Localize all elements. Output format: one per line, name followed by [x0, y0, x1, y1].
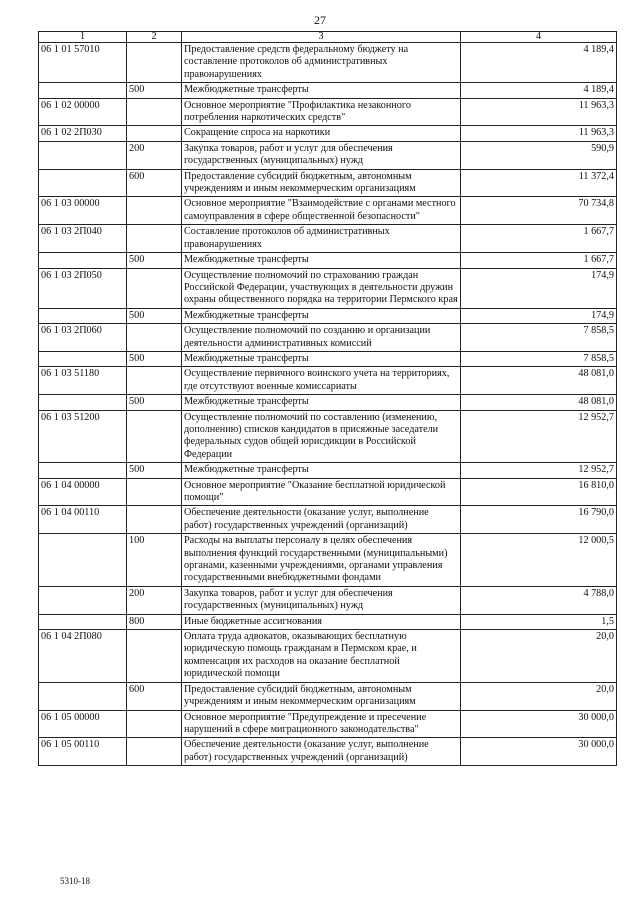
description-cell: Осуществление полномочий по составлению (изменению, дополнению) списков кандидатов в присяжные заседатели федеральных судов общей юрисдикции в Российской Федерации: [182, 410, 461, 463]
budget-table: [38, 31, 617, 766]
expense-type-cell: 100: [127, 534, 182, 587]
expense-type-cell: 500: [127, 463, 182, 478]
code-cell: [39, 534, 127, 587]
description-cell: Осуществление первичного воинского учета на территориях, где отсутствуют военные комиссариаты: [182, 367, 461, 395]
amount-cell: 4 189,4: [461, 43, 617, 83]
amount-cell: 7 858,5: [461, 351, 617, 366]
document-code: 5310-18: [60, 876, 90, 886]
code-cell: 06 1 03 00000: [39, 197, 127, 225]
expense-type-cell: [127, 225, 182, 253]
page-number: 27: [314, 13, 326, 27]
table-row: [39, 682, 617, 710]
table-row: [39, 253, 617, 268]
code-cell: 06 1 04 00000: [39, 478, 127, 506]
table-row: [39, 710, 617, 738]
table-row: [39, 98, 617, 126]
description-cell: Основное мероприятие "Профилактика незаконного потребления наркотических средств": [182, 98, 461, 126]
expense-type-cell: 200: [127, 586, 182, 614]
description-cell: Предоставление средств федеральному бюджету на составление протоколов об административных правонарушениях: [182, 43, 461, 83]
table-row: [39, 169, 617, 197]
code-cell: 06 1 04 00110: [39, 506, 127, 534]
code-cell: [39, 614, 127, 629]
description-cell: Предоставление субсидий бюджетным, автономным учреждениям и иным некоммерческим организациям: [182, 682, 461, 710]
amount-cell: 1 667,7: [461, 225, 617, 253]
description-cell: Закупка товаров, работ и услуг для обеспечения государственных (муниципальных) нужд: [182, 586, 461, 614]
amount-cell: 12 000,5: [461, 534, 617, 587]
code-cell: [39, 351, 127, 366]
amount-cell: 1 667,7: [461, 253, 617, 268]
amount-cell: 30 000,0: [461, 738, 617, 766]
column-header-3: 3: [182, 32, 461, 43]
description-cell: Расходы на выплаты персоналу в целях обеспечения выполнения функций государственными (муниципальными) органами, казенными учреждениями, органами управления государственными внебюджетными фондами: [182, 534, 461, 587]
code-cell: [39, 395, 127, 410]
table-row: [39, 395, 617, 410]
description-cell: Межбюджетные трансферты: [182, 308, 461, 323]
description-cell: Межбюджетные трансферты: [182, 253, 461, 268]
code-cell: 06 1 03 2П040: [39, 225, 127, 253]
code-cell: 06 1 03 51200: [39, 410, 127, 463]
expense-type-cell: [127, 268, 182, 308]
table-row: [39, 534, 617, 587]
table-row: [39, 463, 617, 478]
description-cell: Предоставление субсидий бюджетным, автономным учреждениям и иным некоммерческим организациям: [182, 169, 461, 197]
table-row: [39, 268, 617, 308]
table-row: [39, 126, 617, 141]
amount-cell: 11 372,4: [461, 169, 617, 197]
expense-type-cell: [127, 710, 182, 738]
amount-cell: 16 790,0: [461, 506, 617, 534]
amount-cell: 4 788,0: [461, 586, 617, 614]
description-cell: Оплата труда адвокатов, оказывающих бесплатную юридическую помощь гражданам в Пермском крае, и компенсация их расходов на оказание бесплатной юридической помощи: [182, 630, 461, 683]
amount-cell: 11 963,3: [461, 98, 617, 126]
code-cell: [39, 169, 127, 197]
amount-cell: 12 952,7: [461, 463, 617, 478]
expense-type-cell: [127, 506, 182, 534]
amount-cell: 30 000,0: [461, 710, 617, 738]
description-cell: Межбюджетные трансферты: [182, 351, 461, 366]
table-row: [39, 43, 617, 83]
table-row: [39, 351, 617, 366]
code-cell: 06 1 02 00000: [39, 98, 127, 126]
expense-type-cell: [127, 630, 182, 683]
expense-type-cell: 600: [127, 682, 182, 710]
table-row: [39, 367, 617, 395]
code-cell: 06 1 01 57010: [39, 43, 127, 83]
description-cell: Межбюджетные трансферты: [182, 463, 461, 478]
code-cell: 06 1 05 00000: [39, 710, 127, 738]
code-cell: 06 1 03 51180: [39, 367, 127, 395]
expense-type-cell: [127, 324, 182, 352]
amount-cell: 48 081,0: [461, 395, 617, 410]
table-row: [39, 478, 617, 506]
code-cell: 06 1 04 2П080: [39, 630, 127, 683]
expense-type-cell: [127, 367, 182, 395]
code-cell: [39, 586, 127, 614]
column-header-2: 2: [127, 32, 182, 43]
expense-type-cell: [127, 43, 182, 83]
expense-type-cell: 500: [127, 308, 182, 323]
amount-cell: 11 963,3: [461, 126, 617, 141]
code-cell: 06 1 05 00110: [39, 738, 127, 766]
amount-cell: 174,9: [461, 308, 617, 323]
amount-cell: 48 081,0: [461, 367, 617, 395]
amount-cell: 7 858,5: [461, 324, 617, 352]
amount-cell: 20,0: [461, 682, 617, 710]
amount-cell: 16 810,0: [461, 478, 617, 506]
code-cell: [39, 83, 127, 98]
description-cell: Закупка товаров, работ и услуг для обеспечения государственных (муниципальных) нужд: [182, 141, 461, 169]
amount-cell: 4 189,4: [461, 83, 617, 98]
amount-cell: 20,0: [461, 630, 617, 683]
table-row: [39, 614, 617, 629]
expense-type-cell: [127, 126, 182, 141]
description-cell: Сокращение спроса на наркотики: [182, 126, 461, 141]
table-row: [39, 410, 617, 463]
column-header-1: 1: [39, 32, 127, 43]
table-row: [39, 225, 617, 253]
description-cell: Осуществление полномочий по страхованию граждан Российской Федерации, участвующих в деятельности дружин охраны общественного порядка на территории Пермского края: [182, 268, 461, 308]
table-row: [39, 586, 617, 614]
table-row: [39, 83, 617, 98]
description-cell: Межбюджетные трансферты: [182, 83, 461, 98]
expense-type-cell: [127, 98, 182, 126]
description-cell: Основное мероприятие "Оказание бесплатной юридической помощи": [182, 478, 461, 506]
expense-type-cell: 500: [127, 83, 182, 98]
expense-type-cell: [127, 738, 182, 766]
description-cell: Основное мероприятие "Взаимодействие с органами местного самоуправления в сфере общественной безопасности": [182, 197, 461, 225]
code-cell: [39, 463, 127, 478]
amount-cell: 590,9: [461, 141, 617, 169]
description-cell: Основное мероприятие "Предупреждение и пресечение нарушений в сфере миграционного законодательства": [182, 710, 461, 738]
table-row: [39, 324, 617, 352]
table-body: [39, 43, 617, 766]
expense-type-cell: 500: [127, 351, 182, 366]
code-cell: 06 1 02 2П030: [39, 126, 127, 141]
column-header-4: 4: [461, 32, 617, 43]
amount-cell: 12 952,7: [461, 410, 617, 463]
code-cell: [39, 308, 127, 323]
expense-type-cell: [127, 478, 182, 506]
code-cell: 06 1 03 2П060: [39, 324, 127, 352]
expense-type-cell: 600: [127, 169, 182, 197]
description-cell: Осуществление полномочий по созданию и организации деятельности административных комиссий: [182, 324, 461, 352]
table-row: [39, 308, 617, 323]
description-cell: Обеспечение деятельности (оказание услуг, выполнение работ) государственных учреждений (организаций): [182, 506, 461, 534]
code-cell: [39, 682, 127, 710]
table-row: [39, 506, 617, 534]
table-row: [39, 141, 617, 169]
table-row: [39, 630, 617, 683]
table-row: [39, 738, 617, 766]
expense-type-cell: 500: [127, 395, 182, 410]
amount-cell: 174,9: [461, 268, 617, 308]
expense-type-cell: 200: [127, 141, 182, 169]
code-cell: [39, 253, 127, 268]
code-cell: [39, 141, 127, 169]
description-cell: Обеспечение деятельности (оказание услуг, выполнение работ) государственных учреждений (организаций): [182, 738, 461, 766]
code-cell: 06 1 03 2П050: [39, 268, 127, 308]
description-cell: Составление протоколов об административных правонарушениях: [182, 225, 461, 253]
amount-cell: 70 734,8: [461, 197, 617, 225]
expense-type-cell: [127, 197, 182, 225]
description-cell: Межбюджетные трансферты: [182, 395, 461, 410]
expense-type-cell: 800: [127, 614, 182, 629]
expense-type-cell: [127, 410, 182, 463]
header-row: [39, 32, 617, 43]
description-cell: Иные бюджетные ассигнования: [182, 614, 461, 629]
expense-type-cell: 500: [127, 253, 182, 268]
amount-cell: 1,5: [461, 614, 617, 629]
table-row: [39, 197, 617, 225]
